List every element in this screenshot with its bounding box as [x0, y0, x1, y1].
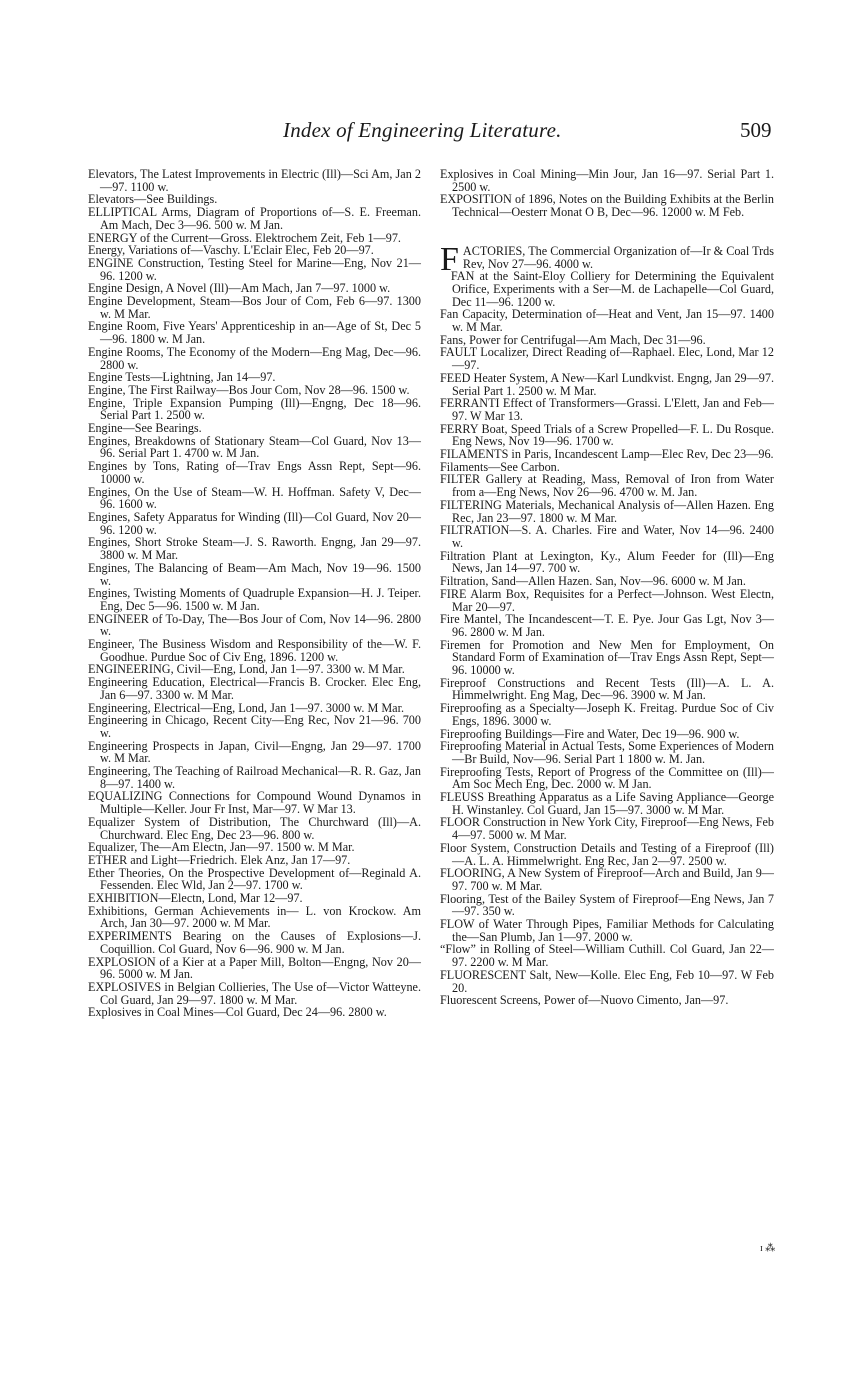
index-entry: EXPLOSION of a Kier at a Paper Mill, Bolton—Engng, Nov 20—96. 5000 w. M Jan.: [88, 954, 421, 982]
index-entry: Elevators, The Latest Improvements in Electric (Ill)—Sci Am, Jan 2—97. 1100 w.: [88, 167, 421, 194]
page-stamp: ɪ ⁂: [760, 1243, 776, 1254]
index-entry: ENGINEERING, Civil—Eng, Lond, Jan 1—97. 3300 w. M Mar.: [88, 662, 405, 677]
index-entry: Engineering Prospects in Japan, Civil—Engng, Jan 29—97. 1700 w. M Mar.: [88, 738, 421, 766]
index-entry: Engineering Education, Electrical—Francis B. Crocker. Elec Eng, Jan 6—97. 3300 w. M Mar.: [88, 675, 421, 702]
index-entry: Equalizer, The—Am Electn, Jan—97. 1500 w. M Mar.: [88, 840, 355, 855]
index-entry: Engine Development, Steam—Bos Jour of Com, Feb 6—97. 1300 w. M Mar.: [88, 294, 421, 321]
index-entry: FILTERING Materials, Mechanical Analysis of—Allen Hazen. Eng Rec, Jan 23—97. 1800 w. M Mar.: [440, 497, 774, 525]
index-entry: FAULT Localizer, Direct Reading of—Raphael. Elec, Lond, Mar 12—97.: [440, 345, 774, 373]
index-entry: Engines by Tons, Rating of—Trav Engs Assn Rept, Sept—96. 10000 w.: [88, 459, 421, 486]
index-entry: Engines, Breakdowns of Stationary Steam—Col Guard, Nov 13—96. Serial Part 1. 4700 w. M Jan.: [88, 433, 421, 461]
index-entry: ELLIPTICAL Arms, Diagram of Proportions of—S. E. Freeman. Am Mach, Dec 3—96. 500 w. M Jan.: [88, 205, 421, 232]
index-entry: Engine—See Bearings.: [88, 421, 202, 436]
page-header: [0, 118, 863, 148]
index-entry: Floor System, Construction Details and Testing of a Fireproof (Ill)—A. L. A. Himmelwright. Eng Rec, Jan 2—97. 2500 w.: [440, 840, 774, 868]
right-column: [440, 168, 774, 1007]
index-entry: Engineering in Chicago, Recent City—Eng Rec, Nov 21—96. 700 w.: [88, 713, 421, 740]
index-entry: Fireproof Constructions and Recent Tests (Ill)—A. L. A. Himmelwright. Eng Mag, Dec—96. 3900 w. M Jan.: [440, 675, 774, 703]
index-entry: Engineering, The Teaching of Railroad Mechanical—R. R. Gaz, Jan 8—97. 1400 w.: [88, 764, 421, 791]
index-entry: EXPLOSIVES in Belgian Collieries, The Use of—Victor Watteyne. Col Guard, Jan 29—97. 1800 w. M Mar.: [88, 980, 421, 1007]
index-entry: Engine, The First Railway—Bos Jour Com, Nov 28—96. 1500 w.: [88, 382, 410, 397]
index-entry: FLUORESCENT Salt, New—Kolle. Elec Eng, Feb 10—97. W Feb 20.: [440, 967, 774, 995]
index-entry: Fluorescent Screens, Power of—Nuovo Cimento, Jan—97.: [440, 993, 729, 1008]
index-entry: Filtration, Sand—Allen Hazen. San, Nov—96. 6000 w. M Jan.: [440, 574, 746, 589]
running-title: Index of Engineering Literature.: [283, 118, 562, 142]
index-entry: FLEUSS Breathing Apparatus as a Life Saving Appliance—George H. Winstanley. Col Guard, Jan 15—97. 3000 w. M Mar.: [440, 790, 774, 817]
index-entry: Engineer, The Business Wisdom and Responsibility of the—W. F. Goodhue. Purdue Soc of Civ Eng, 1896. 1200 w.: [88, 637, 421, 664]
index-entry: Filtration Plant at Lexington, Ky., Alum Feeder for (Ill)—Eng News, Jan 14—97. 700 w.: [440, 548, 774, 576]
drop-cap-entry-text: ACTORIES, The Commercial Organization of—Ir & Coal Trds Rev, Nov 27—96. 4000 w.: [462, 243, 774, 271]
index-entry: FEED Heater System, A New—Karl Lundkvist. Engng, Jan 29—97. Serial Part 1. 2500 w. M Mar.: [440, 370, 774, 398]
index-entry: Flooring, Test of the Bailey System of Fireproof—Eng News, Jan 7—97. 350 w.: [440, 891, 774, 919]
index-entry: Engines, The Balancing of Beam—Am Mach, Nov 19—96. 1500 w.: [88, 560, 421, 588]
index-entry: FERRANTI Effect of Transformers—Grassi. L'Elett, Jan and Feb—97. W Mar 13.: [440, 396, 774, 423]
index-entry: EXPOSITION of 1896, Notes on the Building Exhibits at the Berlin Technical—Oesterr Monat O B, Dec—96. 12000 w. M Feb.: [440, 192, 774, 220]
index-entry: Engine Rooms, The Economy of the Modern—Eng Mag, Dec—96. 2800 w.: [88, 344, 421, 372]
index-entry: Fireproofing as a Specialty—Joseph K. Freitag. Purdue Soc of Civ Engs, 1896. 3000 w.: [440, 701, 774, 728]
index-entry: FILTRATION—S. A. Charles. Fire and Water, Nov 14—96. 2400 w.: [440, 523, 774, 550]
index-entry: Energy, Variations of—Vaschy. L'Eclair Elec, Feb 20—97.: [88, 243, 374, 258]
drop-cap-letter: F: [440, 240, 459, 278]
index-entry: Engine Design, A Novel (Ill)—Am Mach, Jan 7—97. 1000 w.: [88, 281, 391, 296]
index-entry: ENGINEER of To-Day, The—Bos Jour of Com, Nov 14—96. 2800 w.: [88, 611, 421, 639]
index-entry: Filaments—See Carbon.: [440, 459, 560, 474]
index-entry: Ether Theories, On the Prospective Development of—Reginald A. Fessenden. Elec Wld, Jan 2—97. 1700 w.: [88, 865, 421, 893]
page-number: 509: [740, 118, 772, 142]
index-entry: FLOW of Water Through Pipes, Familiar Methods for Calculating the—San Plumb, Jan 1—97. 2000 w.: [440, 917, 774, 944]
index-entry: FLOOR Construction in New York City, Fireproof—Eng News, Feb 4—97. 5000 w. M Mar.: [440, 815, 774, 843]
index-entry: Engines, Short Stroke Steam—J. S. Raworth. Engng, Jan 29—97. 3800 w. M Mar.: [88, 535, 421, 563]
index-entry: Elevators—See Buildings.: [88, 192, 218, 207]
index-entry: Engine, Triple Expansion Pumping (Ill)—Engng, Dec 18—96. Serial Part 1. 2500 w.: [88, 395, 421, 423]
section-gap: [440, 219, 774, 245]
index-entry: Fireproofing Material in Actual Tests, Some Experiences of Modern—Br Build, Nov—96. Serial Part 1 1800 w. M. Jan.: [440, 739, 774, 766]
index-entry: Firemen for Promotion and New Men for Employment, On Standard Form of Examination of—Trav Engs Assn Rept, Sept—96. 10000 w.: [440, 637, 774, 678]
index-entry: EXHIBITION—Electn, Lond, Mar 12—97.: [88, 891, 303, 906]
index-entry: Fan Capacity, Determination of—Heat and Vent, Jan 15—97. 1400 w. M Mar.: [440, 307, 774, 335]
index-entry: Explosives in Coal Mining—Min Jour, Jan 16—97. Serial Part 1. 2500 w.: [440, 167, 774, 194]
index-entry: Fireproofing Buildings—Fire and Water, Dec 19—96. 900 w.: [440, 726, 740, 741]
index-entry: Fireproofing Tests, Report of Progress of the Committee on (Ill)—Am Soc Mech Eng, Dec. 2000 w. M Jan.: [440, 764, 774, 792]
index-entry: ENERGY of the Current—Gross. Elektrochem Zeit, Feb 1—97.: [88, 230, 401, 245]
index-entry: “Flow” in Rolling of Steel—William Cuthill. Col Guard, Jan 22—97. 2200 w. M Mar.: [440, 942, 774, 970]
index-entry: Engineering, Electrical—Eng, Lond, Jan 1—97. 3000 w. M Mar.: [88, 700, 405, 715]
left-column: [88, 168, 421, 1019]
index-entry-factories: [440, 240, 774, 278]
index-entry: Fire Mantel, The Incandescent—T. E. Pye. Jour Gas Lgt, Nov 3—96. 2800 w. M Jan.: [440, 612, 774, 639]
index-entry: FILTER Gallery at Reading, Mass, Removal of Iron from Water from a—Eng News, Nov 26—96. 4700 w. M. Jan.: [440, 472, 774, 500]
index-entry: Explosives in Coal Mines—Col Guard, Dec 24—96. 2800 w.: [88, 1005, 387, 1020]
index-entry: FAN at the Saint-Eloy Colliery for Determining the Equivalent Orifice, Experiments with a Ser—M. de Lachapelle—Col Guard, Dec 11—96. 1200 w.: [450, 269, 774, 309]
index-entry: Engine Room, Five Years' Apprenticeship in an—Age of St, Dec 5—96. 1800 w. M Jan.: [88, 319, 421, 347]
index-entry: ENGINE Construction, Testing Steel for Marine—Eng, Nov 21—96. 1200 w.: [88, 255, 421, 283]
index-entry: ETHER and Light—Friedrich. Elek Anz, Jan 17—97.: [88, 852, 351, 867]
index-entry: FERRY Boat, Speed Trials of a Screw Propelled—F. L. Du Rosque. Eng News, Nov 19—96. 1700 w.: [440, 421, 774, 449]
index-entry: Equalizer System of Distribution, The Churchward (Ill)—A. Churchward. Elec Eng, Dec 23—96. 800 w.: [88, 814, 421, 842]
index-entry: EXPERIMENTS Bearing on the Causes of Explosions—J. Coquillion. Col Guard, Nov 6—96. 900 w. M Jan.: [88, 929, 421, 956]
index-entry: EQUALIZING Connections for Compound Wound Dynamos in Multiple—Keller. Jour Fr Inst, Mar—97. W Mar 13.: [88, 789, 421, 817]
index-entry: FIRE Alarm Box, Requisites for a Perfect—Johnson. West Electn, Mar 20—97.: [440, 586, 774, 614]
index-entry: Engines, Twisting Moments of Quadruple Expansion—H. J. Teiper. Eng, Dec 5—96. 1500 w. M Jan.: [88, 586, 421, 613]
index-entry: Engines, On the Use of Steam—W. H. Hoffman. Safety V, Dec—96. 1600 w.: [88, 484, 421, 512]
index-entry: Fans, Power for Centrifugal—Am Mach, Dec 31—96.: [440, 332, 706, 347]
index-entry: Exhibitions, German Achievements in— L. von Krockow. Am Arch, Jan 30—97. 2000 w. M Mar.: [88, 903, 421, 931]
index-entry: Engine Tests—Lightning, Jan 14—97.: [88, 370, 276, 385]
index-entry: FLOORING, A New System of Fireproof—Arch and Build, Jan 9—97. 700 w. M Mar.: [440, 866, 774, 893]
index-entry: FILAMENTS in Paris, Incandescent Lamp—Elec Rev, Dec 23—96.: [440, 447, 774, 462]
index-entry: Engines, Safety Apparatus for Winding (Ill)—Col Guard, Nov 20—96. 1200 w.: [88, 509, 421, 537]
